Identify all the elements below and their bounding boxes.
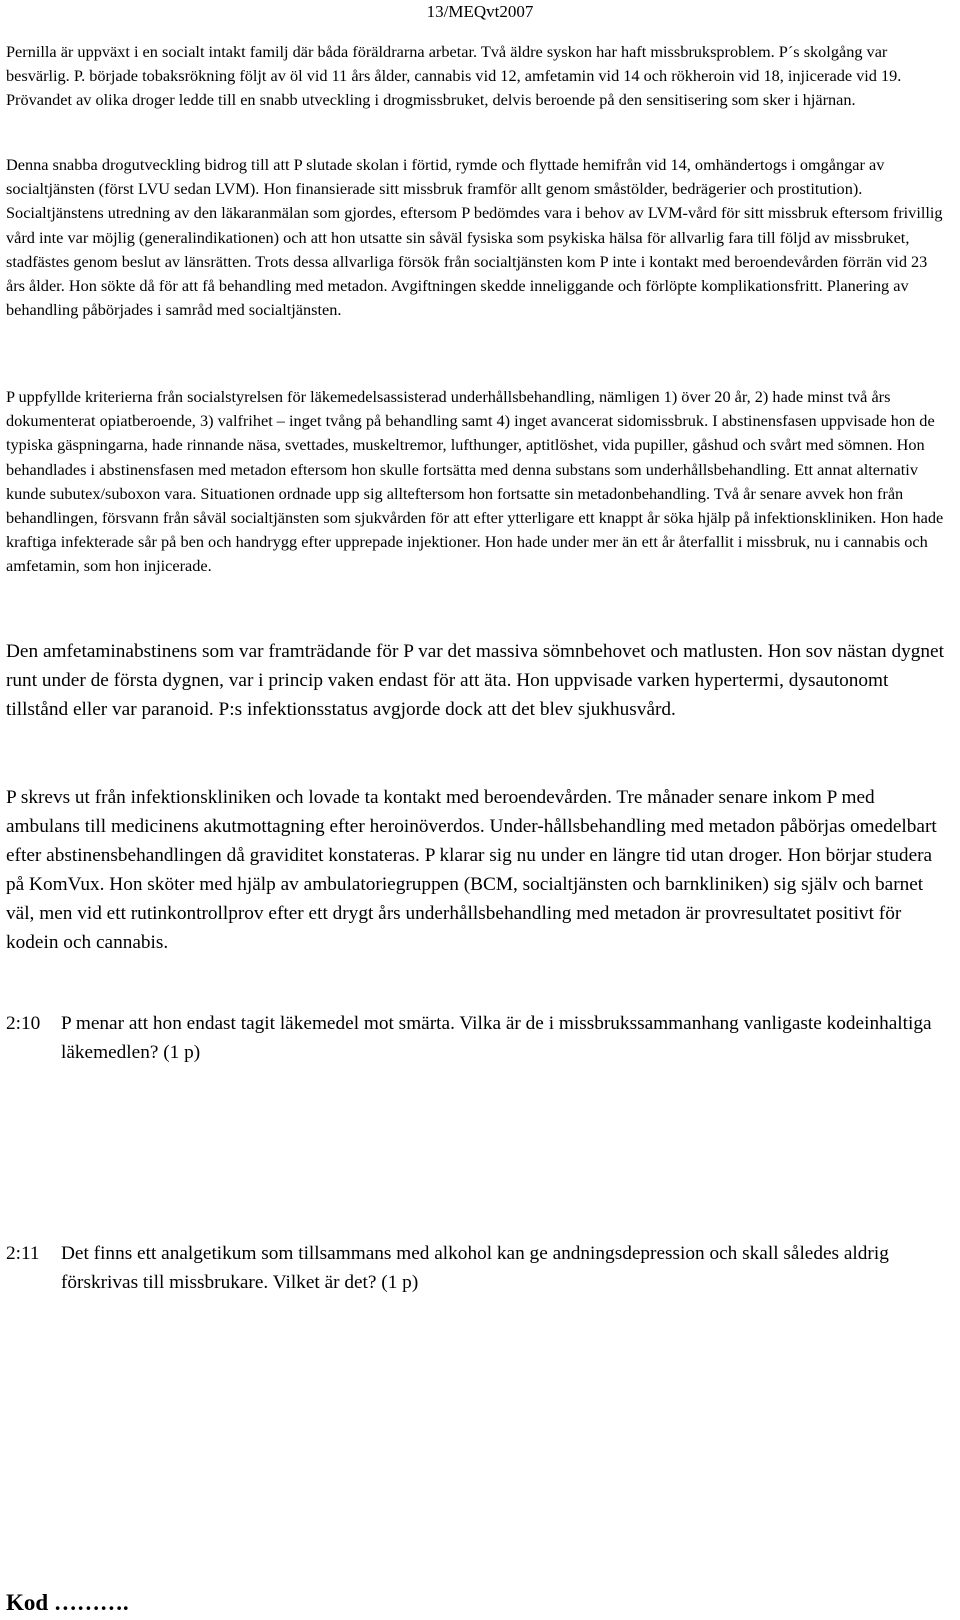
code-label: Kod ………. [6, 1590, 129, 1615]
question-text: P menar att hon endast tagit läkemedel mot smärta. Vilka är de i missbrukssammanhang vanligaste kodeinhaltiga läkemedlen? (1 p) [61, 1013, 932, 1063]
case-paragraph-follow-up: P skrevs ut från infektionskliniken och lovade ta kontakt med beroendevården. Tre månader senare inkom P med ambulans till medicinens akutmottagning efter heroinöverdos. Under-hållsbehandling med metadon påbörjas omedelbart efter abstinensbehandlingen då graviditet konstateras. P klarar sig nu under en längre tid utan droger. Hon börjar studera på KomVux. Hon sköter med hjälp av ambulatoriegruppen (BCM, socialtjänsten och barnkliniken) sig själv och barnet väl, men vid ett rutinkontrollprov efter ett drygt års underhållsbehandling med metadon är provresultatet positivt för kodein och cannabis. [6, 787, 937, 953]
case-paragraph-maintenance-treatment: P uppfyllde kriterierna från socialstyrelsen för läkemedelsassisterad underhållsbehandling, nämligen 1) över 20 år, 2) hade minst två års dokumenterat opiatberoende, 3) valfrihet – inget tvång på behandling samt 4) inget avancerat sidomissbruk. I abstinensfasen uppvisade hon de typiska gäspningarna, hade rinnande näsa, svettades, muskeltremor, lufthunger, aptitlöshet, vida pupiller, gåshud och svårt med sömnen. Hon behandlades i abstinensfasen med metadon eftersom hon skulle fortsätta med denna substans som underhållsbehandling. Ett annat alternativ kunde subutex/suboxon vara. Situationen ordnade upp sig allteftersom hon fortsatte sin metadonbehandling. Två år senare avvek hon från behandlingen, försvann från såväl socialtjänsten som sjukvården för att efter ytterligare ett knappt år söka hjälp på infektionskliniken. Hon hade kraftiga infekterade sår på ben och handrygg efter upprepade injektioner. Hon hade under mer än ett år återfallit i missbruk, nu i cannabis och amfetamin, som hon injicerade. [6, 387, 944, 576]
question-2-10 [6, 1009, 944, 1067]
question-number: 2:10 [6, 1013, 41, 1034]
case-paragraph-drug-development: Denna snabba drogutveckling bidrog till att P slutade skolan i förtid, rymde och flyttade hemifrån vid 14, omhändertogs i omgångar av socialtjänsten (först LVU sedan LVM). Hon finansierade sitt missbruk framför allt genom småstölder, bedrägerier och prostitution). Socialtjänstens utredning av den läkaranmälan som gjordes, eftersom P bedömdes vara i behov av LVM-vård för sitt missbruk eftersom frivillig vård inte var möjlig (generalindikationen) och att hon utsatte sin såväl fysiska som psykiska hälsa för allvarlig fara till följd av missbruket, stadfästes genom beslut av länsrätten. Trots dessa allvarliga försök från socialtjänsten kom P inte i kontakt med beroendevården förrän vid 23 års ålder. Hon sökte då för att få behandling med metadon. Avgiftningen skedde inneliggande och förlöpte komplikationsfritt. Planering av behandling påbörjades i samråd med socialtjänsten. [6, 155, 943, 320]
question-text: Det finns ett analgetikum som tillsammans med alkohol kan ge andningsdepression och skall således aldrig förskrivas till missbrukare. Vilket är det? (1 p) [61, 1243, 889, 1293]
exam-code-header: 13/MEQvt2007 [426, 2, 534, 21]
case-paragraph-amphetamine-abstinence: Den amfetaminabstinens som var framträdande för P var det massiva sömnbehovet och matlusten. Hon sov nästan dygnet runt under de första dygnen, var i princip vaken endast för att äta. Hon uppvisade varken hypertermi, dysautonomt tillstånd eller var paranoid. P:s infektionsstatus avgjorde dock att det blev sjukhusvård. [6, 641, 944, 720]
question-2-11 [6, 1239, 944, 1297]
question-number: 2:11 [6, 1243, 40, 1264]
case-paragraph-background: Pernilla är uppväxt i en socialt intakt familj där båda föräldrarna arbetar. Två äldre syskon har haft missbruksproblem. P´s skolgång var besvärlig. P. började tobaksrökning följt av öl vid 11 års ålder, cannabis vid 12, amfetamin vid 14 och rökheroin vid 18, injicerade vid 19. Prövandet av olika droger ledde till en snabb utveckling i drogmissbruket, delvis beroende på den sensitisering som sker i hjärnan. [6, 42, 902, 110]
